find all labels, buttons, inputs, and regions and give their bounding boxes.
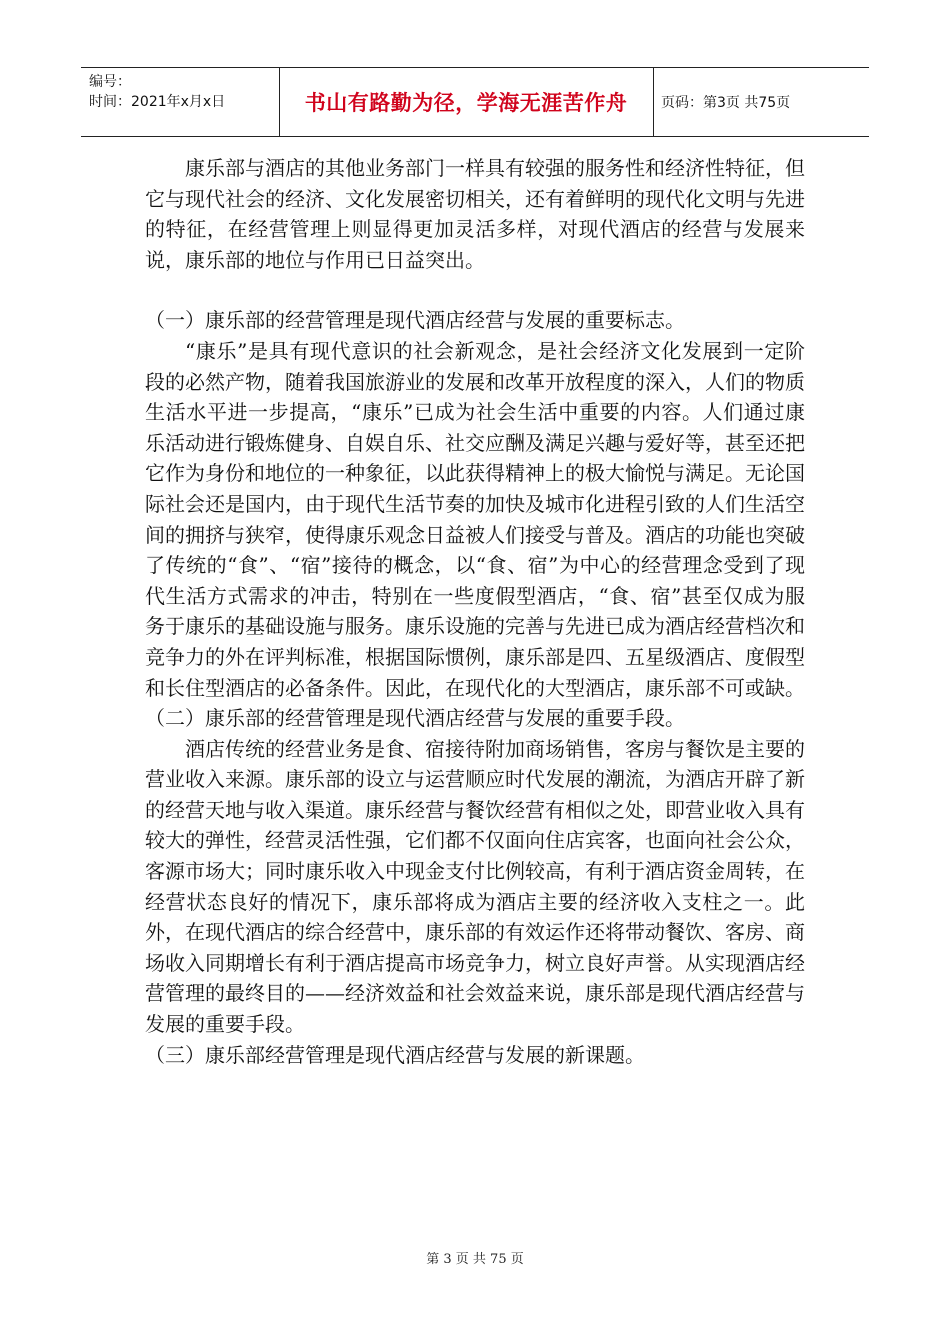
- document-body: [145, 153, 805, 1070]
- header-meta-cell: [81, 68, 280, 136]
- header-motto: 书山有路勤为径，学海无涯苦作舟: [279, 68, 654, 136]
- paragraph-spacer: [145, 275, 805, 305]
- intro-paragraph: 康乐部与酒店的其他业务部门一样具有较强的服务性和经济性特征，但它与现代社会的经济、文化发展密切相关，还有着鲜明的现代化文明与先进的特征，在经营管理上则显得更加灵活多样，对现代酒店的经营与发展来说，康乐部的地位与作用已日益突出。: [145, 156, 805, 272]
- section-heading-2: （二）康乐部的经营管理是现代酒店经营与发展的重要手段。: [145, 706, 685, 731]
- section-2-paragraph: 酒店传统的经营业务是食、宿接待附加商场销售，客房与餐饮是主要的营业收入来源。康乐部的设立与运营顺应时代发展的潮流，为酒店开辟了新的经营天地与收入渠道。康乐经营与餐饮经营有相似之处，即营业收入具有较大的弹性，经营灵活性强，它们都不仅面向住店宾客，也面向社会公众，客源市场大；同时康乐收入中现金支付比例较高，有利于酒店资金周转，在经营状态良好的情况下，康乐部将成为酒店主要的经济收入支柱之一。此外，在现代酒店的综合经营中，康乐部的有效运作还将带动餐饮、客房、商场收入同期增长有利于酒店提高市场竞争力，树立良好声誉。从实现酒店经营管理的最终目的——经济效益和社会效益来说，康乐部是现代酒店经营与发展的重要手段。: [145, 736, 805, 1037]
- time-label: 时间：2021年x月x日: [89, 94, 226, 110]
- page-footer: 第 3 页 共 75 页: [426, 1252, 524, 1267]
- section-heading-1: （一）康乐部的经营管理是现代酒店经营与发展的重要标志。: [145, 308, 685, 333]
- header-page-info: 页码：第3页 共75页: [661, 95, 791, 111]
- section-heading-3: （三）康乐部经营管理是现代酒店经营与发展的新课题。: [145, 1042, 645, 1067]
- serial-label: 编号：: [89, 74, 131, 90]
- page-header: [81, 67, 869, 137]
- section-1-paragraph: “康乐”是具有现代意识的社会新观念，是社会经济文化发展到一定阶段的必然产物，随着我国旅游业的发展和改革开放程度的深入，人们的物质生活水平进一步提高，“康乐”已成为社会生活中重要的内容。人们通过康乐活动进行锻炼健身、自娱自乐、社交应酬及满足兴趣与爱好等，甚至还把它作为身份和地位的一种象征，以此获得精神上的极大愉悦与满足。无论国际社会还是国内，由于现代生活节奏的加快及城市化进程引致的人们生活空间的拥挤与狭窄，使得康乐观念日益被人们接受与普及。酒店的功能也突破了传统的“食”、“宿”接待的概念，以“食、宿”为中心的经营理念受到了现代生活方式需求的冲击，特别在一些度假型酒店，“食、宿”甚至仅成为服务于康乐的基础设施与服务。康乐设施的完善与先进已成为酒店经营档次和竞争力的外在评判标准，根据国际惯例，康乐部是四、五星级酒店、度假型和长住型酒店的必备条件。因此，在现代化的大型酒店，康乐部不可或缺。: [145, 338, 805, 700]
